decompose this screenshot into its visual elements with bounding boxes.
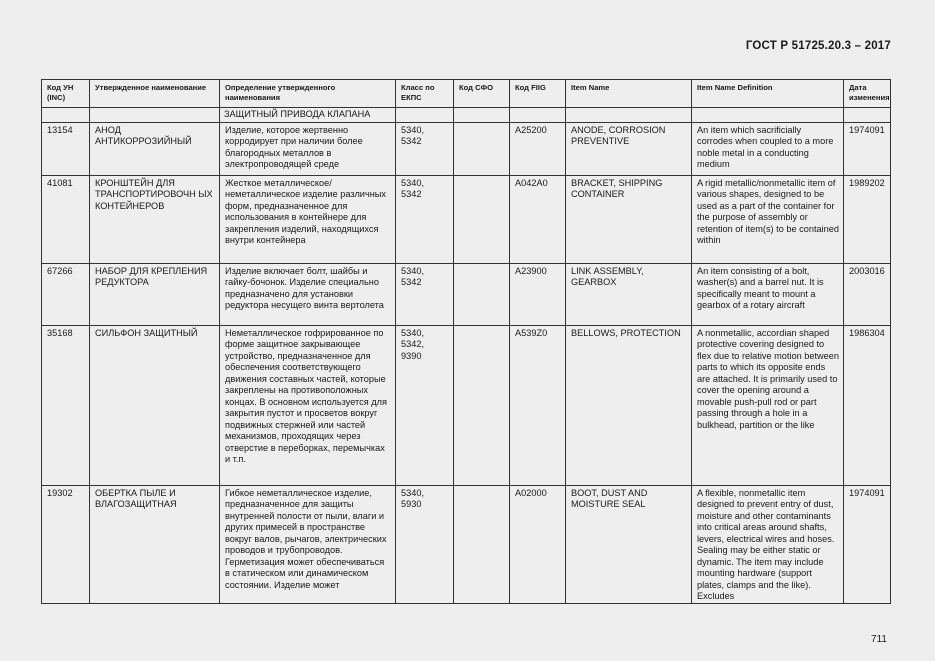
- item-name-definition: An item consisting of a bolt, washer(s) and a barrel nut. It is specifically meant to mount a gearbox of a rotary aircraft: [692, 263, 844, 325]
- table-cell: [510, 108, 566, 123]
- table-row: [42, 263, 891, 325]
- fiig-code: A042A0: [510, 175, 566, 263]
- item-name: LINK ASSEMBLY, GEARBOX: [566, 263, 692, 325]
- change-date: 1974091: [844, 122, 891, 175]
- sfo-code: [454, 263, 510, 325]
- sfo-code: [454, 175, 510, 263]
- item-name: BRACKET, SHIPPING CONTAINER: [566, 175, 692, 263]
- inc-code: 13154: [42, 122, 90, 175]
- fiig-code: A539Z0: [510, 325, 566, 485]
- table-row: [42, 325, 891, 485]
- table-cell: [90, 108, 220, 123]
- column-header-definition: Определение утвержденного наименования: [220, 80, 396, 108]
- approved-name: АНОД АНТИКОРРОЗИЙНЫЙ: [90, 122, 220, 175]
- table-cell: [566, 108, 692, 123]
- table-cell: [692, 108, 844, 123]
- name-definition: Изделие, которое жертвенно корродирует при наличии более благородных металлов в электропроводящей среде: [220, 122, 396, 175]
- name-definition: Изделие включает болт, шайбы и гайку-бочонок. Изделие специально предназначено для установки редуктора несущего винта вертолета: [220, 263, 396, 325]
- class-code: 5340, 5342: [396, 263, 454, 325]
- name-definition: Жесткое металлическое/неметаллическое изделие различных форм, предназначенное для использования в контейнере для закрепления изделий, находящихся внутри контейнера: [220, 175, 396, 263]
- table-cell: [42, 108, 90, 123]
- inc-code: 19302: [42, 485, 90, 603]
- section-continuation-row: [42, 108, 891, 123]
- item-name: BELLOWS, PROTECTION: [566, 325, 692, 485]
- item-name-definition: A rigid metallic/nonmetallic item of various shapes, designed to be used as a part of the container for the purpose of assembly or retention of item(s) to be contained within: [692, 175, 844, 263]
- table-row: [42, 122, 891, 175]
- column-header-fiig: Код FIIG: [510, 80, 566, 108]
- item-name: BOOT, DUST AND MOISTURE SEAL: [566, 485, 692, 603]
- class-code: 5340, 5342, 9390: [396, 325, 454, 485]
- inc-code: 67266: [42, 263, 90, 325]
- inc-code: 41081: [42, 175, 90, 263]
- approved-name: СИЛЬФОН ЗАЩИТНЫЙ: [90, 325, 220, 485]
- approved-name: ОБЕРТКА ПЫЛЕ И ВЛАГОЗАЩИТНАЯ: [90, 485, 220, 603]
- column-header-class: Класс по ЕКПС: [396, 80, 454, 108]
- table-cell: [844, 108, 891, 123]
- class-code: 5340, 5930: [396, 485, 454, 603]
- name-definition: Неметаллическое гофрированное по форме защитное закрывающее устройство, предназначенное для обеспечения соответствующего движения составных частей, которые закреплены на противоположных концах. В основном используется для закрытия пустот и просветов вокруг подвижных стержней или частей механизмов, проходящих через отверстие в переборках, перемычках и т.п.: [220, 325, 396, 485]
- fiig-code: A25200: [510, 122, 566, 175]
- approved-name: КРОНШТЕЙН ДЛЯ ТРАНСПОРТИРОВОЧН ЫХ КОНТЕЙНЕРОВ: [90, 175, 220, 263]
- approved-name: НАБОР ДЛЯ КРЕПЛЕНИЯ РЕДУКТОРА: [90, 263, 220, 325]
- fiig-code: A23900: [510, 263, 566, 325]
- class-code: 5340, 5342: [396, 175, 454, 263]
- page-number: 711: [871, 634, 887, 645]
- class-code: 5340, 5342: [396, 122, 454, 175]
- column-header-item-name: Item Name: [566, 80, 692, 108]
- column-header-inc: Код УН (INC): [42, 80, 90, 108]
- table-row: [42, 485, 891, 603]
- item-name-definition: A flexible, nonmetallic item designed to prevent entry of dust, moisture and other contaminants into critical areas around shafts, levers, electrical wires and hoses. Sealing may be either static or dynamic. The item may include mounting hardware (support plates, clamps and the like). Excludes: [692, 485, 844, 603]
- item-name-definition: A nonmetallic, accordian shaped protective covering designed to flex due to relative motion between parts to which its opposite ends are attached. It is primarily used to cover the opening around a movable push-pull rod or part passing through a hole in a bulkhead, partition or the like: [692, 325, 844, 485]
- inc-code: 35168: [42, 325, 90, 485]
- sfo-code: [454, 485, 510, 603]
- fiig-code: A02000: [510, 485, 566, 603]
- change-date: 1986304: [844, 325, 891, 485]
- column-header-item-definition: Item Name Definition: [692, 80, 844, 108]
- column-header-date: Дата изменения: [844, 80, 891, 108]
- table-cell: [454, 108, 510, 123]
- change-date: 2003016: [844, 263, 891, 325]
- document-header-title: ГОСТ Р 51725.20.3 – 2017: [745, 40, 891, 52]
- table-row: [42, 175, 891, 263]
- item-name-table: [41, 79, 891, 604]
- sfo-code: [454, 122, 510, 175]
- name-definition: Гибкое неметаллическое изделие, предназначенное для защиты внутренней полости от пыли, влаги и других примесей в пространстве вокруг валов, рычагов, электрических проводов и трубопроводов. Герметизация может обеспечиваться в статическом или динамическом состоянии. Изделие может: [220, 485, 396, 603]
- table-header-row: [42, 80, 891, 108]
- change-date: 1974091: [844, 485, 891, 603]
- item-name-definition: An item which sacrificially corrodes when coupled to a more noble metal in a conducting medium: [692, 122, 844, 175]
- sfo-code: [454, 325, 510, 485]
- column-header-approved-name: Утвержденное наименование: [90, 80, 220, 108]
- section-label: ЗАЩИТНЫЙ ПРИВОДА КЛАПАНА: [220, 108, 396, 123]
- change-date: 1989202: [844, 175, 891, 263]
- item-name: ANODE, CORROSION PREVENTIVE: [566, 122, 692, 175]
- table-cell: [396, 108, 454, 123]
- column-header-sfo: Код СФО: [454, 80, 510, 108]
